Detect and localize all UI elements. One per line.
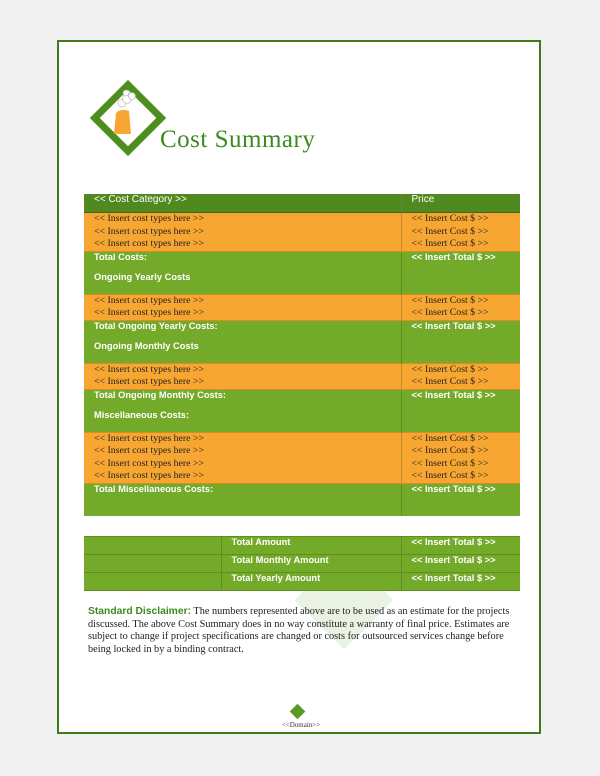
cost-price: << Insert Cost $ >> (411, 363, 489, 375)
yearly-costs-heading: Ongoing Yearly Costs (84, 272, 401, 295)
misc-total-label: Total Miscellaneous Costs: (84, 483, 401, 504)
cost-items-list (84, 294, 401, 320)
cost-price: << Insert Cost $ >> (411, 432, 489, 444)
spacer-row (84, 504, 520, 516)
cost-items-row (84, 432, 520, 483)
cost-items-row (84, 213, 520, 252)
section-heading-row (84, 272, 520, 295)
cost-prices-list (401, 432, 520, 483)
cost-price: << Insert Cost $ >> (411, 457, 489, 469)
cost-prices-list (401, 363, 520, 389)
cost-item: << Insert cost types here >> (94, 470, 204, 481)
cost-prices-list (401, 213, 520, 252)
summary-row (84, 573, 520, 591)
yearly-total-value: << Insert Total $ >> (401, 320, 520, 341)
cost-item: << Insert cost types here >> (94, 307, 204, 318)
cost-items-list (84, 432, 401, 483)
cost-table (84, 194, 520, 516)
total-row (84, 483, 520, 504)
total-row (84, 389, 520, 410)
total-row (84, 320, 520, 341)
summary-table (84, 536, 520, 591)
cost-item: << Insert cost types here >> (94, 457, 204, 469)
disclaimer-label: Standard Disclaimer: (88, 606, 192, 617)
disclaimer-text: The numbers represented above are to be used as an estimate for the projects discussed. The above Cost Summary does in no way constitute a warranty of final price. Estimates are subject to change if project specifications are changed or costs for outsourced services change before being locked in by a binding contract. (88, 606, 510, 655)
cost-item: << Insert cost types here >> (94, 376, 204, 387)
monthly-total-label: Total Ongoing Monthly Costs: (84, 389, 401, 410)
total-costs-label: Total Costs: (84, 251, 401, 272)
cost-item: << Insert cost types here >> (94, 432, 204, 444)
disclaimer (88, 606, 528, 656)
cost-items-row (84, 294, 520, 320)
summary-row (84, 555, 520, 573)
summary-value: << Insert Total $ >> (401, 573, 520, 591)
cost-price: << Insert Cost $ >> (411, 445, 489, 456)
cost-item: << Insert cost types here >> (94, 238, 204, 249)
cost-price: << Insert Cost $ >> (411, 470, 489, 481)
cost-item: << Insert cost types here >> (94, 213, 204, 224)
monthly-total-value: << Insert Total $ >> (401, 389, 520, 410)
cost-price: << Insert Cost $ >> (411, 225, 489, 237)
cost-items-row (84, 363, 520, 389)
page-title: Cost Summary (160, 126, 316, 153)
header-price: Price (401, 194, 520, 213)
summary-value: << Insert Total $ >> (401, 537, 520, 555)
cost-price: << Insert Cost $ >> (411, 307, 489, 318)
summary-label: Total Monthly Amount (221, 555, 401, 573)
summary-label: Total Yearly Amount (221, 573, 401, 591)
cost-item: << Insert cost types here >> (94, 225, 204, 237)
cost-prices-list (401, 294, 520, 320)
summary-row (84, 537, 520, 555)
cost-price: << Insert Cost $ >> (411, 376, 489, 387)
section-heading-row (84, 341, 520, 364)
cost-price: << Insert Cost $ >> (411, 213, 489, 224)
misc-total-value: << Insert Total $ >> (401, 483, 520, 504)
cost-items-list (84, 363, 401, 389)
summary-label: Total Amount (221, 537, 401, 555)
total-costs-value: << Insert Total $ >> (401, 251, 520, 272)
cost-item: << Insert cost types here >> (94, 363, 204, 375)
cost-price: << Insert Cost $ >> (411, 238, 489, 249)
misc-costs-heading: Miscellaneous Costs: (84, 410, 401, 433)
cost-price: << Insert Cost $ >> (411, 294, 489, 306)
summary-value: << Insert Total $ >> (401, 555, 520, 573)
header-category: << Cost Category >> (84, 194, 401, 213)
cost-items-list (84, 213, 401, 252)
section-heading-row (84, 410, 520, 433)
footer-domain: <<Domain>> (281, 721, 321, 729)
cost-item: << Insert cost types here >> (94, 445, 204, 456)
table-header-row (84, 194, 520, 213)
yearly-total-label: Total Ongoing Yearly Costs: (84, 320, 401, 341)
monthly-costs-heading: Ongoing Monthly Costs (84, 341, 401, 364)
total-row (84, 251, 520, 272)
cost-item: << Insert cost types here >> (94, 294, 204, 306)
